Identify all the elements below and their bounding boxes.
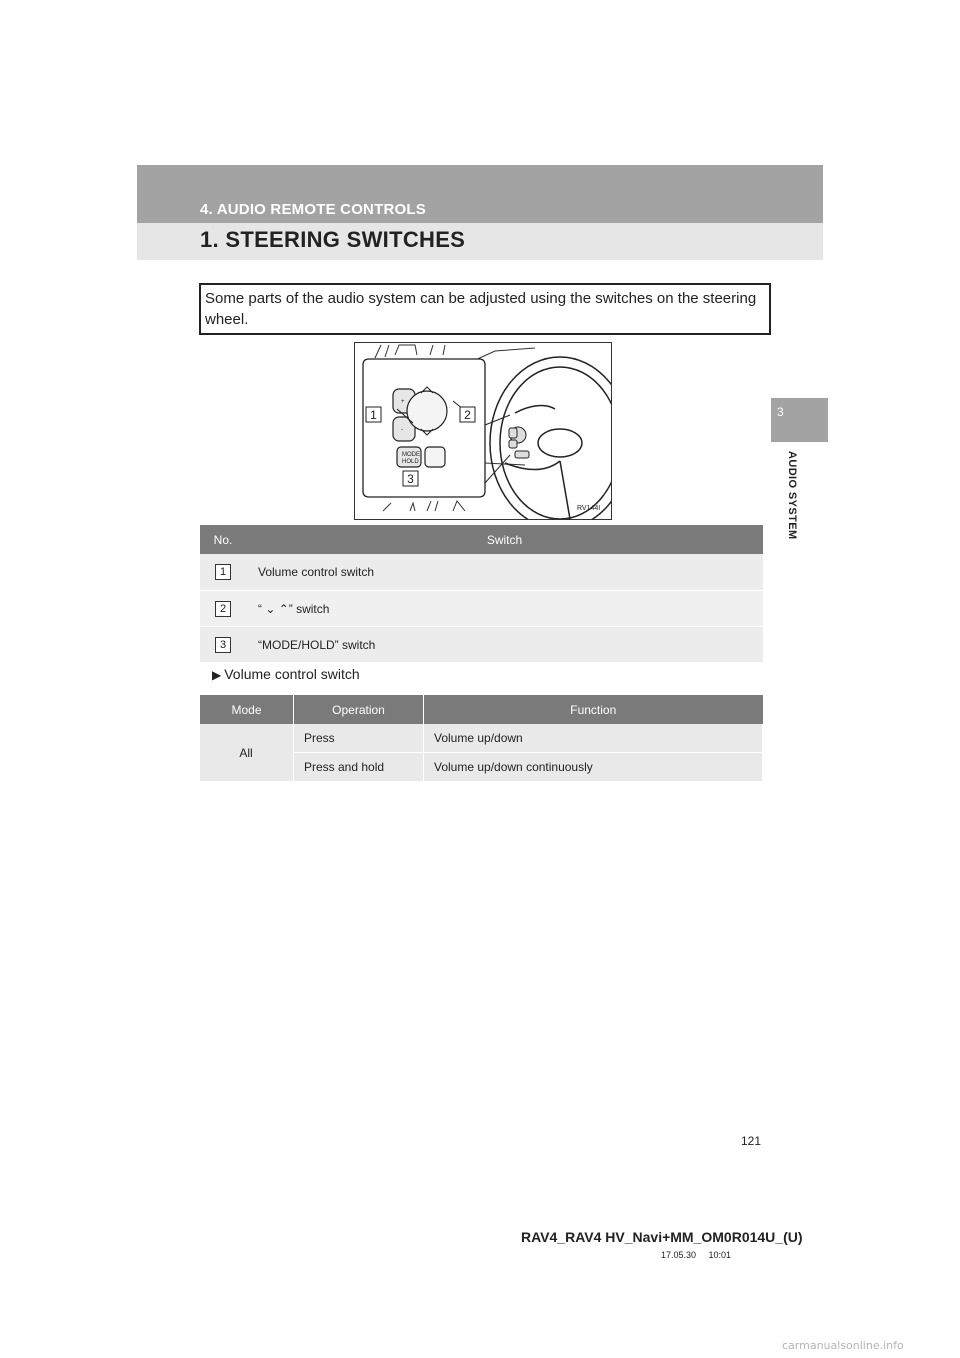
svg-text:-: - bbox=[401, 427, 403, 433]
function-cell: Volume up/down bbox=[424, 724, 763, 753]
figure-code: RV144I bbox=[577, 505, 601, 512]
column-header-function: Function bbox=[424, 695, 763, 724]
switch-table bbox=[200, 525, 763, 663]
number-badge: 2 bbox=[215, 601, 231, 617]
function-cell: Volume up/down continuously bbox=[424, 753, 763, 782]
svg-text:HOLD: HOLD bbox=[402, 459, 419, 465]
table-row bbox=[200, 724, 763, 753]
table-header-row bbox=[200, 525, 763, 554]
switch-name: Volume control switch bbox=[246, 554, 763, 591]
table-row bbox=[200, 627, 763, 663]
intro-box: Some parts of the audio system can be adjusted using the switches on the steering wheel. bbox=[199, 283, 771, 335]
operation-cell: Press and hold bbox=[294, 753, 424, 782]
callout-2: 2 bbox=[464, 408, 471, 422]
callout-3: 3 bbox=[407, 472, 414, 486]
steering-switch-illustration bbox=[354, 342, 612, 520]
chapter-label: AUDIO SYSTEM bbox=[786, 451, 798, 540]
page-number: 121 bbox=[741, 1134, 762, 1148]
column-header-no: No. bbox=[200, 525, 246, 554]
column-header-switch: Switch bbox=[246, 525, 763, 554]
section-label: 4. AUDIO REMOTE CONTROLS bbox=[200, 201, 426, 218]
column-header-mode: Mode bbox=[200, 695, 294, 724]
triangle-bullet-icon: ▶ bbox=[212, 668, 222, 682]
page-title: 1. STEERING SWITCHES bbox=[200, 227, 466, 252]
document-id: RAV4_RAV4 HV_Navi+MM_OM0R014U_(U) bbox=[521, 1229, 803, 1245]
table-header-row bbox=[200, 695, 763, 724]
document-timestamp: 17.05.30 10:01 bbox=[661, 1250, 732, 1260]
steering-wheel-drawing bbox=[355, 343, 611, 519]
table-row bbox=[200, 554, 763, 591]
switch-name: “ ⌄ ⌃” switch bbox=[246, 591, 763, 627]
svg-text:MODE: MODE bbox=[402, 452, 420, 458]
mode-cell: All bbox=[200, 724, 294, 782]
operation-table bbox=[200, 695, 763, 782]
table-row bbox=[200, 591, 763, 627]
number-badge: 1 bbox=[215, 564, 231, 580]
chapter-number: 3 bbox=[777, 405, 784, 419]
switch-name: “MODE/HOLD” switch bbox=[246, 627, 763, 663]
number-badge: 3 bbox=[215, 637, 231, 653]
column-header-operation: Operation bbox=[294, 695, 424, 724]
svg-text:+: + bbox=[401, 399, 405, 405]
watermark: carmanualsonline.info bbox=[782, 1339, 904, 1352]
callout-1: 1 bbox=[370, 408, 377, 422]
subheading bbox=[212, 666, 360, 682]
subheading-text: Volume control switch bbox=[224, 666, 360, 682]
operation-cell: Press bbox=[294, 724, 424, 753]
